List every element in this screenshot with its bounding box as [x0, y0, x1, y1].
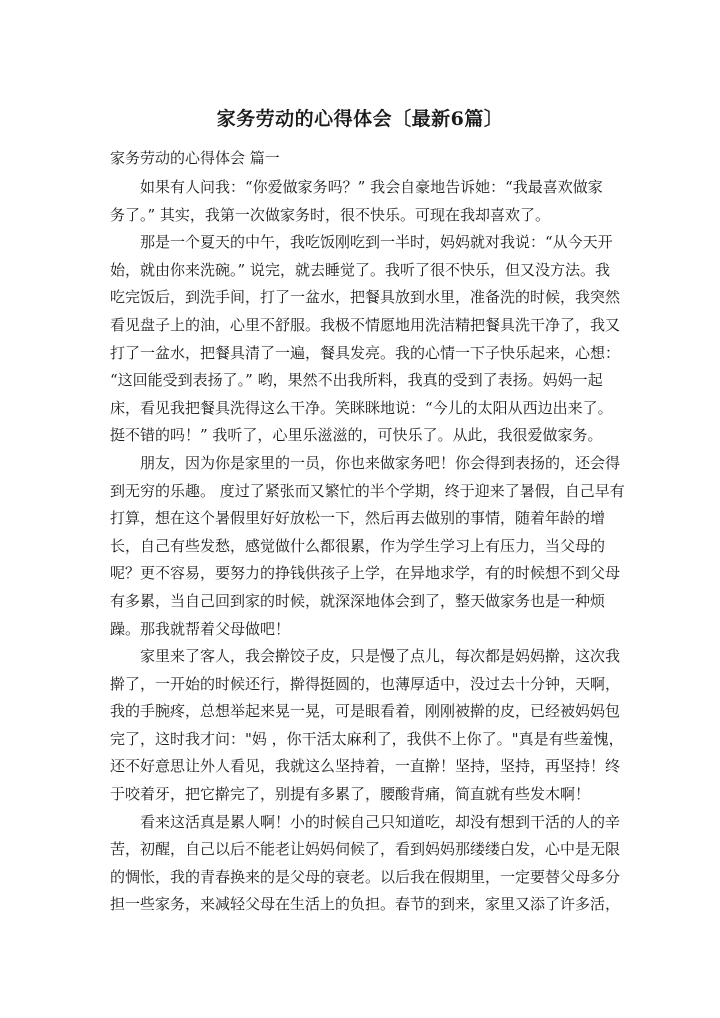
text-line: 始，就由你来洗碗。” 说完，就去睡觉了。我听了很不快乐，但又没方法。我 — [110, 260, 610, 279]
paragraph-1 — [110, 174, 610, 229]
text-line: 苦，初醒，自己以后不能老让妈妈伺候了，看到妈妈那缕缕白发，心中是无限 — [110, 840, 621, 859]
text-line: 到无穷的乐趣。 度过了紧张而又繁忙的半个学期，终于迎来了暑假，自己早有 — [110, 481, 625, 500]
paragraph-3 — [110, 450, 625, 643]
text-line: 躁。那我就帮着父母做吧！ — [110, 619, 291, 638]
text-line: 的惆怅，我的青春换来的是父母的衰老。以后我在假期里，一定要替父母多分 — [110, 867, 621, 886]
text-line: 吃完饭后，到洗手间，打了一盆水，把餐具放到水里，准备洗的时候，我突然 — [110, 288, 621, 307]
paragraph-4 — [110, 643, 624, 809]
text-line: 务了。” 其实，我第一次做家务时，很不快乐。可现在我却喜欢了。 — [110, 205, 550, 224]
document-body — [110, 174, 625, 919]
document-title: 家务劳动的心得体会〔最新6篇〕 — [216, 108, 504, 130]
text-line: “这回能受到表扬了。” 哟，果然不出我所料，我真的受到了表扬。妈妈一起 — [110, 371, 603, 390]
text-line: 看来这活真是累人啊！小的时候自己只知道吃，却没有想到干活的人的辛 — [140, 812, 621, 831]
text-line: 打了一盆水，把餐具清了一遍，餐具发亮。我的心情一下子快乐起来，心想： — [110, 343, 621, 362]
text-line: 于咬着牙，把它擀完了，别提有多累了，腰酸背痛，简直就有些发木啊！ — [110, 785, 591, 804]
text-line: 如果有人问我：“你爱做家务吗？” 我会自豪地告诉她：“我最喜欢做家 — [140, 178, 603, 196]
text-line: 挺不错的吗！” 我听了，心里乐滋滋的，可快乐了。从此，我很爱做家务。 — [110, 426, 603, 445]
text-line: 朋友，因为你是家里的一员，你也来做家务吧！你会得到表扬的，还会得 — [140, 453, 621, 472]
text-line: 擀了，一开始的时候还行，擀得挺圆的，也薄厚适中，没过去十分钟，天啊， — [110, 674, 621, 693]
text-line: 呢？更不容易，要努力的挣钱供孩子上学，在异地求学，有的时候想不到父母 — [110, 564, 621, 583]
text-line: 床，看见我把餐具洗得这么干净。笑眯眯地说：“今儿的太阳从西边出来了。 — [110, 398, 613, 417]
section-heading: 家务劳动的心得体会 篇一 — [110, 149, 280, 167]
text-line: 我的手腕疼，总想举起来晃一晃，可是眼看着，刚刚被擀的皮，已经被妈妈包 — [110, 702, 621, 721]
text-line: 看见盘子上的油，心里不舒服。我极不情愿地用洗洁精把餐具洗干净了，我又 — [110, 315, 621, 334]
paragraph-5 — [110, 809, 621, 919]
text-line: 还不好意思让外人看见，我就这么坚持着，一直擀！坚持，坚持，再坚持！终 — [110, 757, 621, 776]
text-line: 家里来了客人，我会擀饺子皮，只是慢了点儿，每次都是妈妈擀，这次我 — [140, 647, 621, 666]
text-line: 长，自己有些发愁，感觉做什么都很累，作为学生学习上有压力，当父母的 — [110, 536, 606, 555]
text-line: 担一些家务，来减轻父母在生活上的负担。春节的到来，家里又添了许多活， — [110, 895, 621, 914]
text-line: 打算，想在这个暑假里好好放松一下，然后再去做别的事情，随着年龄的增 — [110, 509, 606, 528]
text-line: 那是一个夏天的中午，我吃饭刚吃到一半时，妈妈就对我说：“从今天开 — [140, 233, 613, 252]
paragraph-2 — [110, 229, 621, 450]
text-line: 有多累，当自己回到家的时候，就深深地体会到了，整天做家务也是一种烦 — [110, 591, 606, 610]
text-line: 完了，这时我才问："妈 ，你干活太麻利了，我供不上你了。"真是有些羞愧， — [110, 729, 624, 748]
